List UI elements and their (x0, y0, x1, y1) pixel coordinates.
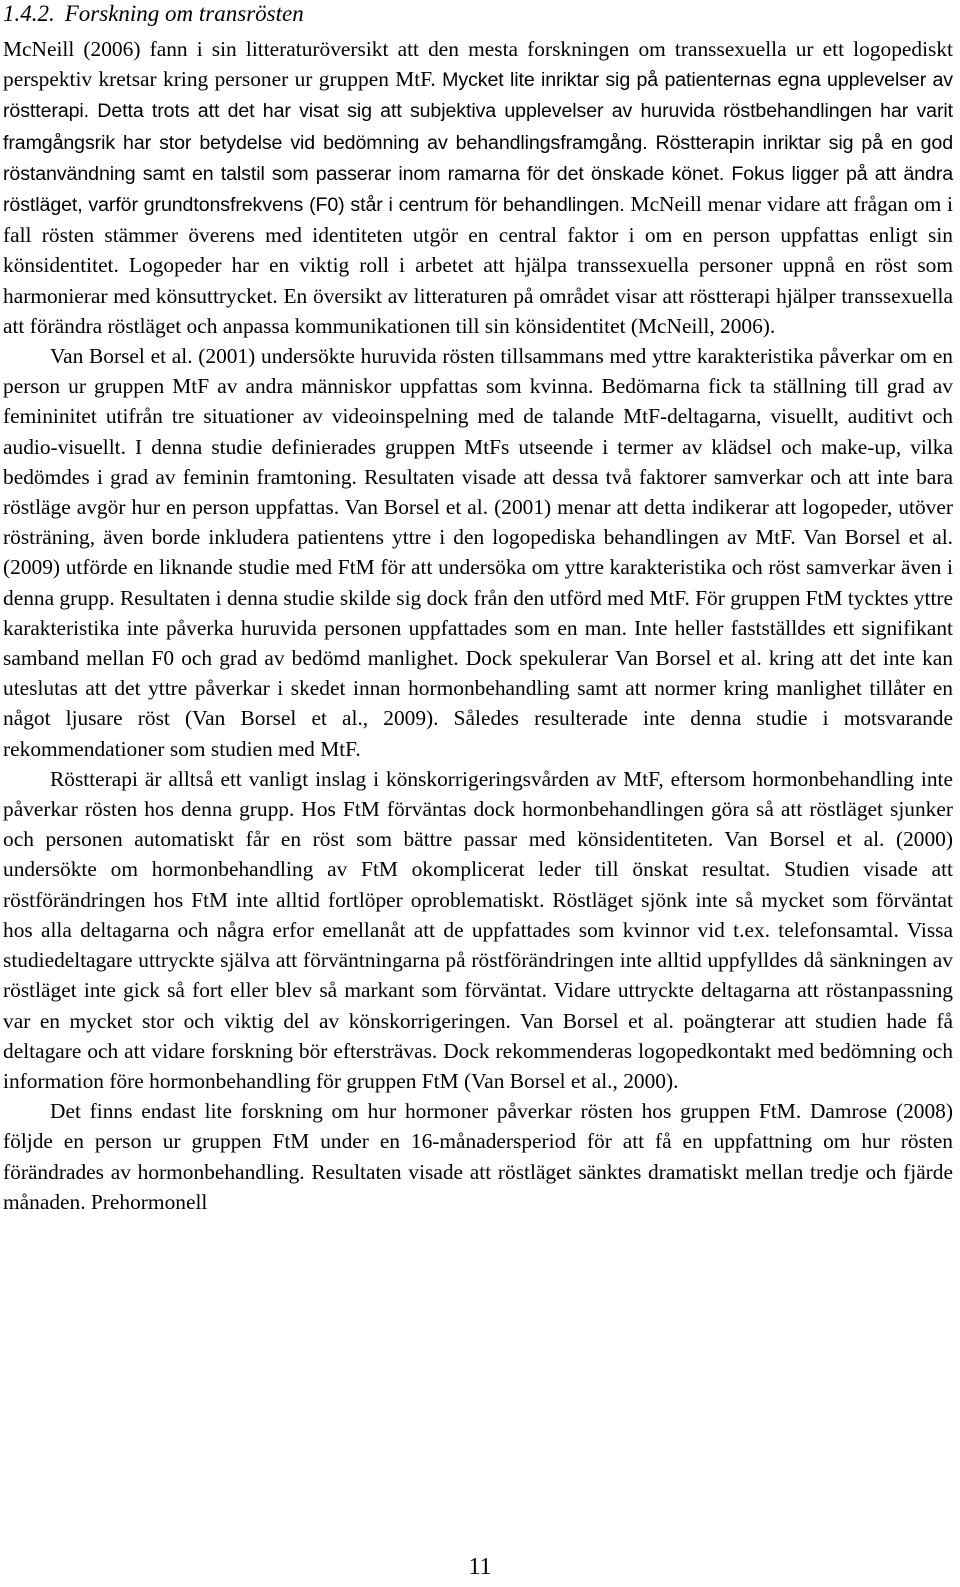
section-heading (3, 0, 953, 28)
page-number: 11 (468, 1554, 492, 1580)
paragraph-1-sentence-3: McNeill menar vidare att frågan om i fall rösten stämmer överens med identiteten utgör en central faktor i om en person uppfattas enligt sin könsidentitet. Logopeder har en viktig roll i arbetet att hjälpa transsexuella personer uppnå en röst som harmonierar med könsuttrycket. En översikt av litteraturen på området visar att röstterapi hjälper transsexuella att förändra röstläget och anpassa kommunikationen till sin könsidentitet (McNeill, 2006). (3, 192, 953, 338)
paragraph-rostterapi: Röstterapi är alltså ett vanligt inslag i könskorrigeringsvården av MtF, eftersom hormonbehandling inte påverkar rösten hos denna grupp. Hos FtM förväntas dock hormonbehandlingen göra så att röstläget sjunker och personen automatiskt får en röst som bättre passar med könsidentiteten. Van Borsel et al. (2000) undersökte om hormonbehandling av FtM okomplicerat leder till önskat resultat. Studien visade att röstförändringen hos FtM inte alltid fortlöper oproblematiskt. Röstläget sjönk inte så mycket som förväntat hos alla deltagarna och några erfor emellanåt att de uppfattades som kvinnor vid t.ex. telefonsamtal. Vissa studiedeltagare uttryckte själva att förväntningarna på röstförändringen inte alltid uppfylldes då sänkningen av röstläget inte gick så fort eller blev så markant som förväntat. Vidare uttryckte deltagarna att röstanpassning var en mycket stor och viktig del av könskorrigeringen. Van Borsel et al. poängterar att studien hade få deltagare och att vidare forskning bör eftersträvas. Dock rekommenderas logopedkontakt med bedömning och information före hormonbehandling för gruppen FtM (Van Borsel et al., 2000). (3, 766, 953, 1093)
section-number: 1.4.2. (3, 1, 55, 26)
paragraph-van-borsel: Van Borsel et al. (2001) undersökte huruvida rösten tillsammans med yttre karakteristika påverkar om en person ur gruppen MtF av andra människor uppfattas som kvinna. Bedömarna fick ta ställning till grad av femininitet utifrån tre situationer av videoinspelning med de talande MtF-deltagarna, visuellt, auditivt och audio-visuellt. I denna studie definierades gruppen MtFs utseende i termer av klädsel och make-up, vilka bedömdes i grad av feminin framtoning. Resultaten visade att dessa två faktorer samverkar och att inte bara röstläge avgör hur en person uppfattas. Van Borsel et al. (2001) menar att detta indikerar att logopeder, utöver rösträning, även borde inkludera patientens yttre i den logopediska behandlingen av MtF. Van Borsel et al. (2009) utförde en liknande studie med FtM för att undersöka om yttre karakteristika och röst samverkar även i denna grupp. Resultaten i denna studie skilde sig dock från den utförd med MtF. För gruppen FtM tycktes yttre karakteristika inte påverka huruvida personen uppfattades som en man. Inte heller fastställdes ett signifikant samband mellan F0 och grad av bedömd manlighet. Dock spekulerar Van Borsel et al. kring att det inte kan uteslutas att det yttre påverkar i skedet innan hormonbehandling samt att normer kring manlighet tillåter en något ljusare röst (Van Borsel et al., 2009). Således resulterade inte denna studie i motsvarande rekommendationer som studien med MtF. (3, 344, 954, 761)
paragraph-hormoner: Det finns endast lite forskning om hur hormoner påverkar rösten hos gruppen FtM. Damrose (2008) följde en person ur gruppen FtM under en 16-månadersperiod för att få en uppfattning om hur rösten förändrades av hormonbehandling. Resultaten visade att röstläget sänktes dramatiskt mellan tredje och fjärde månaden. Prehormonell (3, 1099, 953, 1214)
paragraph-mcneill (3, 34, 953, 341)
section-title: Forskning om transrösten (64, 1, 304, 26)
paragraph-1-sans-passage: Mycket lite inriktar sig på patienternas egna upplevelser av röstterapi. Detta trots att det har visat sig att subjektiva upplevelser av huruvida röstbehandlingen har varit framgångsrik har stor betydelse vid bedömning av behandlingsframgång. Röstterapin inriktar sig på en god röstanvändning samt en talstil som passerar inom ramarna för det önskade könet. Fokus ligger på att ändra röstläget, varför grundtonsfrekvens (F0) står i centrum för behandlingen. (3, 69, 953, 217)
document-page (3, 0, 953, 1217)
paragraph-1-sentence-1: McNeill (2006) fann i sin litteraturöversikt att den mesta forskningen om transsexuella ur ett logopediskt perspektiv kretsar kring personer ur gruppen MtF. (3, 37, 953, 92)
